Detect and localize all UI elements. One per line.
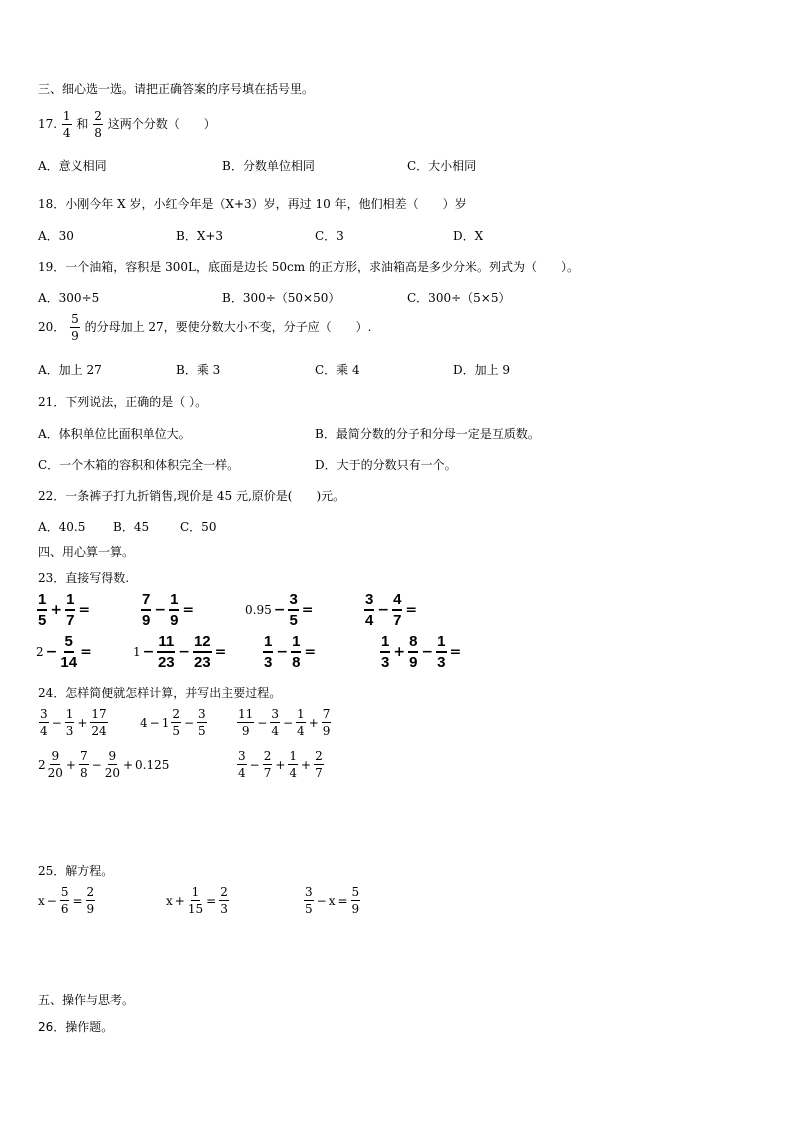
q23-expr-8: $\frac{1}{3}$ + $\frac{8}{9}$ − $\frac{1}{3}$ = [381, 633, 462, 671]
q22-option-b: B．45 [113, 520, 150, 534]
question-17 [38, 110, 216, 139]
q17-text: 这两个分数（ ） [107, 117, 216, 131]
q24-expr-5: $\frac{3}{4}$ − $\frac{2}{7}$ + $\frac{1}{4}$ + $\frac{2}{7}$ [238, 749, 323, 780]
q24-expr-4: 2 $\frac{9}{20}$ + $\frac{7}{8}$ − $\frac{9}{20}$ + 0.125 [38, 749, 170, 780]
question-26: 26．操作题。 [38, 1020, 114, 1034]
q20-option-b: B．乘 3 [176, 363, 221, 377]
q18-option-a: A．30 [38, 229, 74, 243]
q19-option-b: B．300÷（50×50） [222, 291, 341, 305]
q20-text: 的分母加上 27，要使分数大小不变，分子应（ ）. [84, 320, 372, 334]
q25-equation-2: x + $\frac{1}{15}$ = $\frac{2}{3}$ [166, 885, 228, 916]
question-20 [38, 313, 371, 342]
q20-number: 20． [38, 320, 66, 334]
q21-option-a: A．体积单位比面积单位大。 [38, 427, 191, 441]
q17-option-c: C．大小相同 [407, 159, 477, 173]
q23-expr-5: 2 − $\frac{5}{14}$ = [36, 633, 92, 671]
question-23: 23．直接写得数. [38, 571, 130, 585]
q19-option-a: A．300÷5 [38, 291, 100, 305]
question-24: 24．怎样简便就怎样计算，并写出主要过程。 [38, 686, 282, 700]
section-4-title: 四、用心算一算。 [38, 545, 135, 559]
question-19: 19．一个油箱，容积是 300L，底面是边长 50cm 的正方形，求油箱高是多少分米。列式为（ ）。 [38, 260, 579, 274]
q23-expr-3: 0.95 − $\frac{3}{5}$ = [245, 591, 314, 629]
q24-expr-3: $\frac{11}{9}$ − $\frac{3}{4}$ − $\frac{1}{4}$ + $\frac{7}{9}$ [238, 707, 331, 738]
q19-option-c: C．300÷（5×5） [407, 291, 511, 305]
q18-option-c: C．3 [315, 229, 344, 243]
q23-expr-6: 1 − $\frac{11}{23}$ − $\frac{12}{23}$ = [133, 633, 227, 671]
q21-option-b: B．最简分数的分子和分母一定是互质数。 [315, 427, 540, 441]
question-18: 18．小刚今年 X 岁，小红今年是（X+3）岁，再过 10 年，他们相差（ ）岁 [38, 197, 467, 211]
question-21: 21．下列说法，正确的是（ ）。 [38, 395, 208, 409]
q23-expr-4: $\frac{3}{4}$ − $\frac{4}{7}$ = [365, 591, 418, 629]
section-3-title: 三、细心选一选。请把正确答案的序号填在括号里。 [38, 82, 315, 96]
q23-expr-1: $\frac{1}{5}$ + $\frac{1}{7}$ = [38, 591, 91, 629]
q18-option-d: D．X [453, 229, 484, 243]
q20-option-c: C．乘 4 [315, 363, 360, 377]
q20-option-d: D．加上 9 [453, 363, 511, 377]
q20-fraction: $\frac{5}{9}$ [71, 312, 79, 343]
q23-expr-2: $\frac{7}{9}$ − $\frac{1}{9}$ = [142, 591, 195, 629]
q23-expr-7: $\frac{1}{3}$ − $\frac{1}{8}$ = [264, 633, 317, 671]
q17-and: 和 [76, 117, 89, 131]
q20-option-a: A．加上 27 [38, 363, 102, 377]
q17-fraction-1: $\frac{1}{4}$ [62, 109, 71, 140]
q17-fraction-2: $\frac{2}{8}$ [94, 109, 102, 140]
question-25: 25．解方程。 [38, 864, 114, 878]
q17-number: 17. [38, 117, 58, 131]
q21-option-d: D．大于的分数只有一个。 [315, 458, 457, 472]
q18-option-b: B．X+3 [176, 229, 224, 243]
q25-equation-1: x − $\frac{5}{6}$ = $\frac{2}{9}$ [38, 885, 95, 916]
q17-option-a: A．意义相同 [38, 159, 107, 173]
q24-expr-2: 4 − 1 $\frac{2}{5}$ − $\frac{3}{5}$ [140, 707, 206, 738]
section-5-title: 五、操作与思考。 [38, 993, 135, 1007]
q17-option-b: B．分数单位相同 [222, 159, 315, 173]
q24-expr-1: $\frac{3}{4}$ − $\frac{1}{3}$ + $\frac{17}{24}$ [40, 707, 107, 738]
q25-equation-3: $\frac{3}{5}$ − x = $\frac{5}{9}$ [305, 885, 360, 916]
question-22: 22．一条裤子打九折销售,现价是 45 元,原价是( )元。 [38, 489, 346, 503]
q22-option-a: A．40.5 [38, 520, 86, 534]
q22-option-c: C．50 [180, 520, 217, 534]
q21-option-c: C．一个木箱的容积和体积完全一样。 [38, 458, 240, 472]
